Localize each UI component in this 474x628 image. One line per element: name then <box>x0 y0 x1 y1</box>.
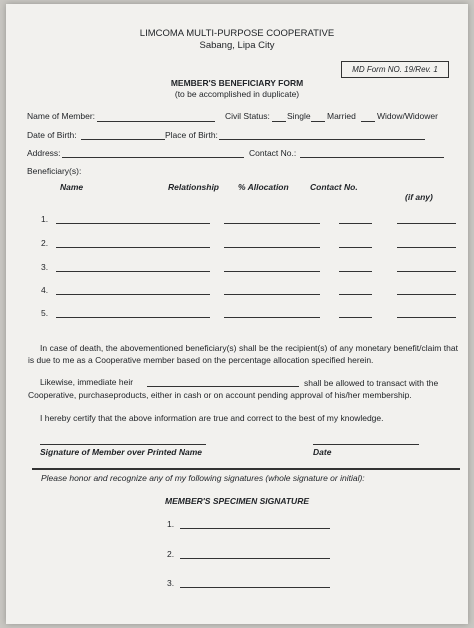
beneficiary-name-field[interactable] <box>56 247 210 248</box>
col-header-allocation: % Allocation <box>238 182 289 192</box>
relationship-field[interactable] <box>224 247 320 248</box>
allocation-field[interactable] <box>339 294 372 295</box>
org-location: Sabang, Lipa City <box>199 40 275 51</box>
beneficiary-name-field[interactable] <box>56 223 210 224</box>
relationship-field[interactable] <box>224 271 320 272</box>
address-field[interactable] <box>62 157 244 158</box>
specimen-line-number: 3. <box>167 578 175 588</box>
contact-field[interactable] <box>397 247 456 248</box>
date-of-birth-label: Date of Birth: <box>27 130 77 140</box>
married-option-label: Married <box>327 111 356 121</box>
row-number: 2. <box>41 238 49 248</box>
place-of-birth-label: Place of Birth: <box>165 130 218 140</box>
allocation-field[interactable] <box>339 271 372 272</box>
allocation-field[interactable] <box>339 247 372 248</box>
contact-field[interactable] <box>397 294 456 295</box>
member-signature-field[interactable] <box>40 444 206 445</box>
heir-paragraph-start: Likewise, immediate heir <box>40 377 134 387</box>
col-header-name: Name <box>60 182 84 192</box>
heir-paragraph-rest: shall be allowed to transact with the Cooperative, purchaseproducts, either in cash or on account pending approval of his/her membership. <box>28 378 439 400</box>
member-signature-caption: Signature of Member over Printed Name <box>40 447 203 457</box>
col-header-if-any: (if any) <box>405 192 433 202</box>
civil-status-label: Civil Status: <box>225 111 270 121</box>
row-number: 3. <box>41 262 49 272</box>
signature-date-field[interactable] <box>313 444 419 445</box>
relationship-field[interactable] <box>224 317 320 318</box>
relationship-field[interactable] <box>224 294 320 295</box>
specimen-line-number: 1. <box>167 519 175 529</box>
form-number-box: MD Form NO. 19/Rev. 1 <box>341 61 449 78</box>
beneficiaries-label: Beneficiary(s): <box>27 166 82 176</box>
specimen-signature-field-3[interactable] <box>180 587 330 588</box>
contact-field[interactable] <box>397 223 456 224</box>
beneficiary-name-field[interactable] <box>56 294 210 295</box>
col-header-contact: Contact No. <box>310 182 358 192</box>
certification-statement: I hereby certify that the above information are true and correct to the best of my knowledge. <box>40 413 384 423</box>
death-benefit-paragraph: In case of death, the abovementioned beneficiary(s) shall be the recipient(s) of any monetary benefit/claim that is due to me as a Cooperative member based on the percentage allocation specified herein. <box>28 343 458 365</box>
married-checkbox-line[interactable] <box>311 121 325 122</box>
relationship-field[interactable] <box>224 223 320 224</box>
beneficiary-name-field[interactable] <box>56 317 210 318</box>
specimen-signature-field-2[interactable] <box>180 558 330 559</box>
row-number: 4. <box>41 285 49 295</box>
name-of-member-field[interactable] <box>97 121 215 122</box>
specimen-signature-field-1[interactable] <box>180 528 330 529</box>
place-of-birth-field[interactable] <box>219 139 425 140</box>
col-header-relationship: Relationship <box>168 182 220 192</box>
section-divider <box>32 468 460 470</box>
widow-option-label: Widow/Widower <box>377 111 438 121</box>
name-of-member-label: Name of Member: <box>27 111 96 121</box>
form-title: MEMBER'S BENEFICIARY FORM <box>170 78 304 88</box>
specimen-signature-title: MEMBER'S SPECIMEN SIGNATURE <box>164 496 309 506</box>
contact-no-label: Contact No.: <box>249 148 297 158</box>
org-name: LIMCOMA MULTI-PURPOSE COOPERATIVE <box>139 28 335 39</box>
signature-request-text: Please honor and recognize any of my following signatures (whole signature or initial): <box>41 473 365 483</box>
contact-field[interactable] <box>397 317 456 318</box>
widow-checkbox-line[interactable] <box>361 121 375 122</box>
allocation-field[interactable] <box>339 317 372 318</box>
contact-no-field[interactable] <box>300 157 444 158</box>
specimen-line-number: 2. <box>167 549 175 559</box>
address-label: Address: <box>27 148 61 158</box>
single-checkbox-line[interactable] <box>272 121 286 122</box>
beneficiary-name-field[interactable] <box>56 271 210 272</box>
date-of-birth-field[interactable] <box>81 139 165 140</box>
allocation-field[interactable] <box>339 223 372 224</box>
single-option-label: Single <box>287 111 311 121</box>
contact-field[interactable] <box>397 271 456 272</box>
row-number: 1. <box>41 214 49 224</box>
form-subtitle: (to be accomplished in duplicate) <box>174 89 300 99</box>
date-caption: Date <box>313 447 332 457</box>
row-number: 5. <box>41 308 49 318</box>
